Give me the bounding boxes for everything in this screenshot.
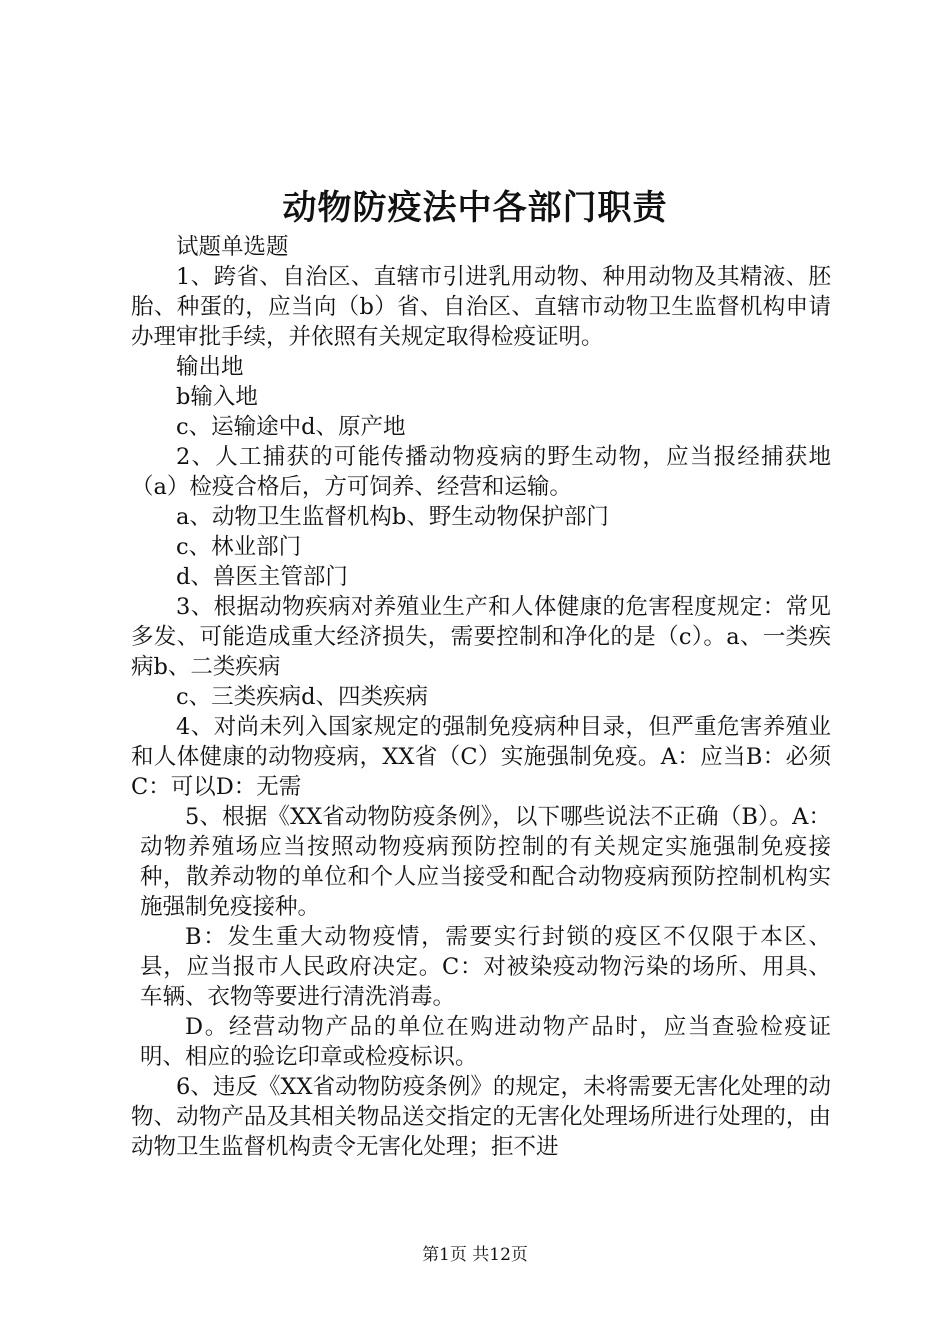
paragraph-section-heading: 试题单选题 xyxy=(176,234,289,260)
paragraph-option-d: d、兽医主管部门 xyxy=(176,564,348,590)
paragraph-option-b-statement: B：发生重大动物疫情，需要实行封锁的疫区不仅限于本区、县，应当报市人民政府决定。C：对被染疫动物污染的场所、用具、车辆、衣物等要进行清洗消毒。 xyxy=(140,924,831,1010)
paragraph-option-d-statement: D。经营动物产品的单位在购进动物产品时，应当查验检疫证明、相应的验讫印章或检疫标识。 xyxy=(140,1014,831,1070)
document-title: 动物防疫法中各部门职责 xyxy=(282,188,668,228)
paragraph-question-2: 2、人工捕获的可能传播动物疫病的野生动物，应当报经捕获地（a）检疫合格后，方可饲养、经营和运输。 xyxy=(131,444,831,500)
paragraph-options-c-d-2: c、三类疾病d、四类疾病 xyxy=(176,684,429,710)
paragraph-question-3: 3、根据动物疾病对养殖业生产和人体健康的危害程度规定：常见多发、可能造成重大经济损失，需要控制和净化的是（c）。a、一类疾病b、二类疾病 xyxy=(131,594,831,680)
paragraph-question-6: 6、违反《XX省动物防疫条例》的规定，未将需要无害化处理的动物、动物产品及其相关物品送交指定的无害化处理场所进行处理的，由动物卫生监督机构责令无害化处理；拒不进 xyxy=(131,1074,831,1160)
paragraph-question-1: 1、跨省、自治区、直辖市引进乳用动物、种用动物及其精液、胚胎、种蛋的，应当向（b）省、自治区、直辖市动物卫生监督机构申请办理审批手续，并依照有关规定取得检疫证明。 xyxy=(131,264,831,350)
paragraph-option-b: b输入地 xyxy=(176,384,258,410)
paragraph-question-4: 4、对尚未列入国家规定的强制免疫病种目录，但严重危害养殖业和人体健康的动物疫病，XX省（C）实施强制免疫。A：应当B：必须C：可以D：无需 xyxy=(131,714,831,800)
paragraph-option-c: c、林业部门 xyxy=(176,534,302,560)
paragraph-options-a-b: a、动物卫生监督机构b、野生动物保护部门 xyxy=(176,504,609,530)
page-footer: 第1页 共12页 xyxy=(422,1245,528,1265)
paragraph-options-c-d: c、运输途中d、原产地 xyxy=(176,414,406,440)
paragraph-question-5: 5、根据《XX省动物防疫条例》，以下哪些说法不正确（B）。A：动物养殖场应当按照动物疫病预防控制的有关规定实施强制免疫接种，散养动物的单位和个人应当接受和配合动物疫病预防控制机构实施强制免疫接种。 xyxy=(140,804,831,920)
paragraph-option-a: 输出地 xyxy=(176,354,244,380)
document-body xyxy=(131,232,831,1162)
